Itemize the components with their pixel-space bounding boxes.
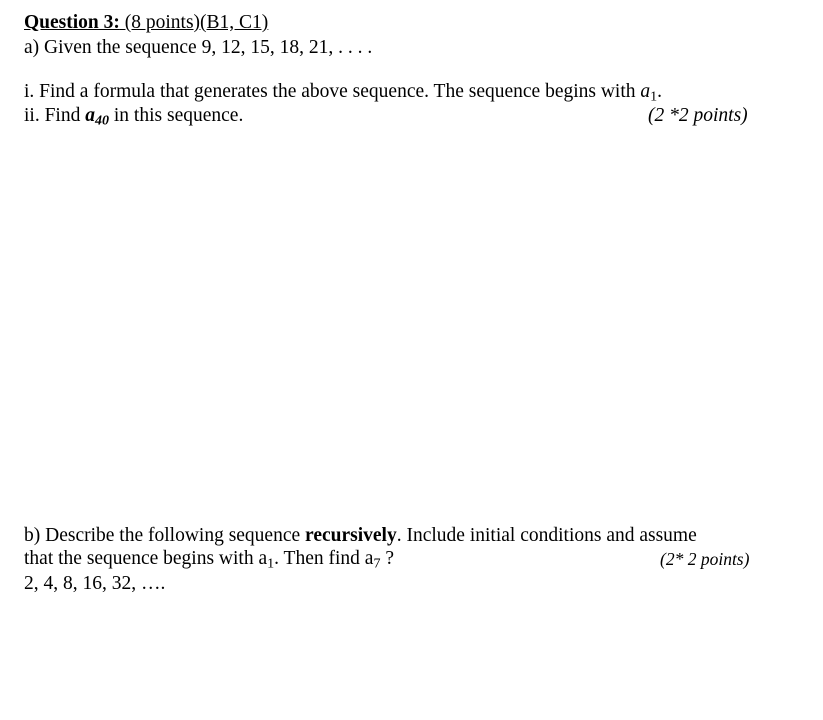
part-b-line-1-prefix: b) Describe the following sequence — [24, 525, 306, 546]
part-a-intro: a) Given the sequence 9, 12, 15, 18, 21, . . . . — [24, 37, 373, 58]
part-b-line-1 — [24, 526, 697, 546]
item-i-variable: a — [640, 81, 651, 102]
part-b-sequence: 2, 4, 8, 16, 32, …. — [24, 573, 166, 594]
part-b-line-2-mid: . Then find a — [274, 548, 374, 569]
item-i-end: . — [657, 81, 663, 102]
item-ii-subscript: 40 — [94, 112, 110, 129]
part-b-keyword: recursively — [305, 525, 397, 546]
item-i-subscript: 1 — [650, 88, 658, 105]
part-b-points: (2* 2 points) — [660, 549, 750, 569]
part-a-item-ii — [24, 105, 244, 129]
part-b-line-2 — [24, 548, 394, 572]
item-ii-suffix: in this sequence. — [109, 105, 244, 126]
part-a-points: (2 *2 points) — [648, 105, 748, 126]
item-ii-prefix: ii. Find — [24, 105, 86, 126]
question-heading — [24, 13, 268, 33]
part-b-line-2-suffix: ? — [380, 548, 394, 569]
item-ii-variable: a — [85, 105, 95, 126]
part-b-line-2-prefix: that the sequence begins with a — [24, 548, 268, 569]
part-b-line-1-suffix: . Include initial conditions and assume — [396, 525, 697, 546]
item-i-text: i. Find a formula that generates the above sequence. The sequence begins with — [24, 81, 641, 102]
question-number: Question 3: — [24, 12, 120, 33]
question-points-codes: (8 points)(B1, C1) — [119, 12, 269, 33]
part-b-subscript-1: 1 — [267, 555, 275, 572]
part-a-item-i — [24, 81, 663, 105]
part-b-subscript-7: 7 — [373, 555, 381, 572]
